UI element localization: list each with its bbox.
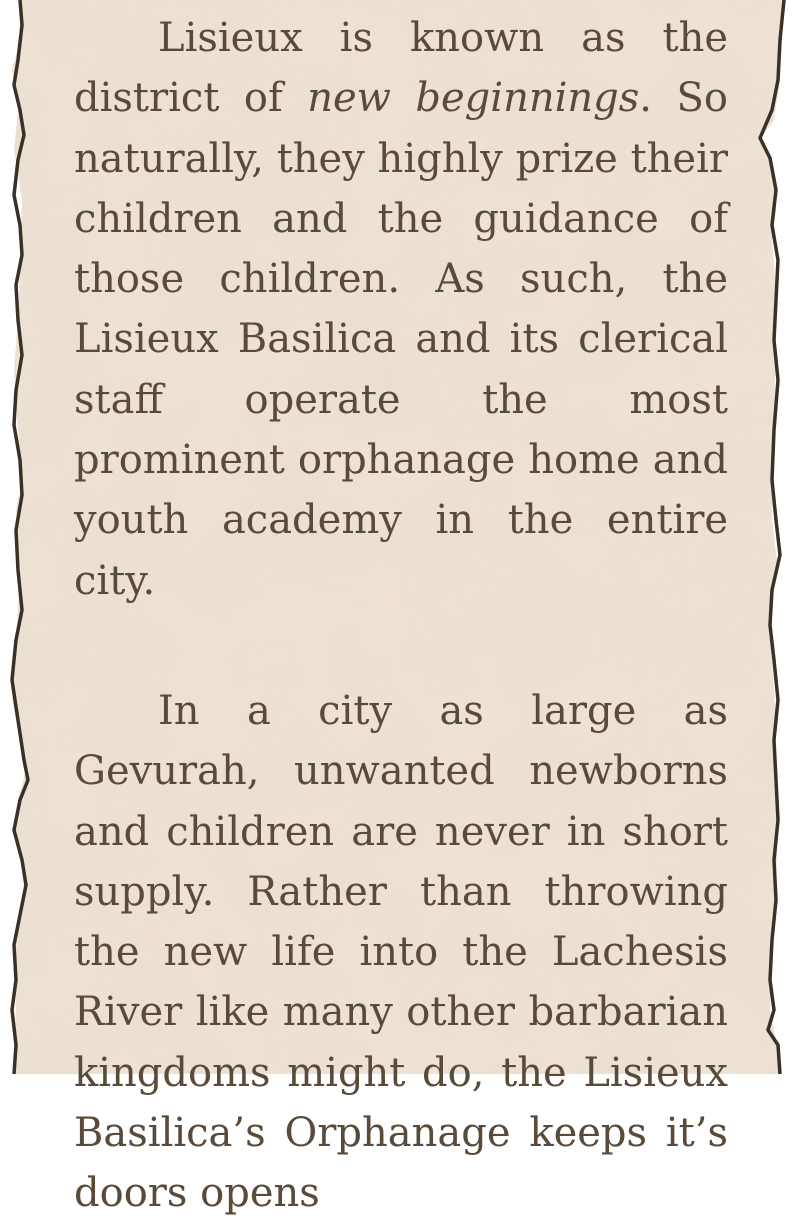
article-body: [74, 8, 728, 1224]
emphasis-new-beginnings: new beginnings: [307, 75, 640, 122]
paragraph-gevurah-orphans: In a city as large as Gevurah, unwanted newborns and children are never in short supply. Rather than throwing the new life into the Lachesis River like many other barbarian kingdoms might do, the Lisieux Basilica’s Orphanage keeps it’s doors opens: [74, 687, 728, 1217]
paragraph-1-remaining-text: . So naturally, they highly prize their children and the guidance of those children. As such, the Lisieux Basilica and its clerical staff operate the most prominent orphanage home and youth academy in the entire city.: [74, 75, 728, 604]
paragraph-1-lead-text: Lisieux is known as the district of: [74, 15, 728, 122]
paragraph-lisieux-intro: [74, 8, 728, 611]
paragraph-spacer: [74, 611, 728, 681]
